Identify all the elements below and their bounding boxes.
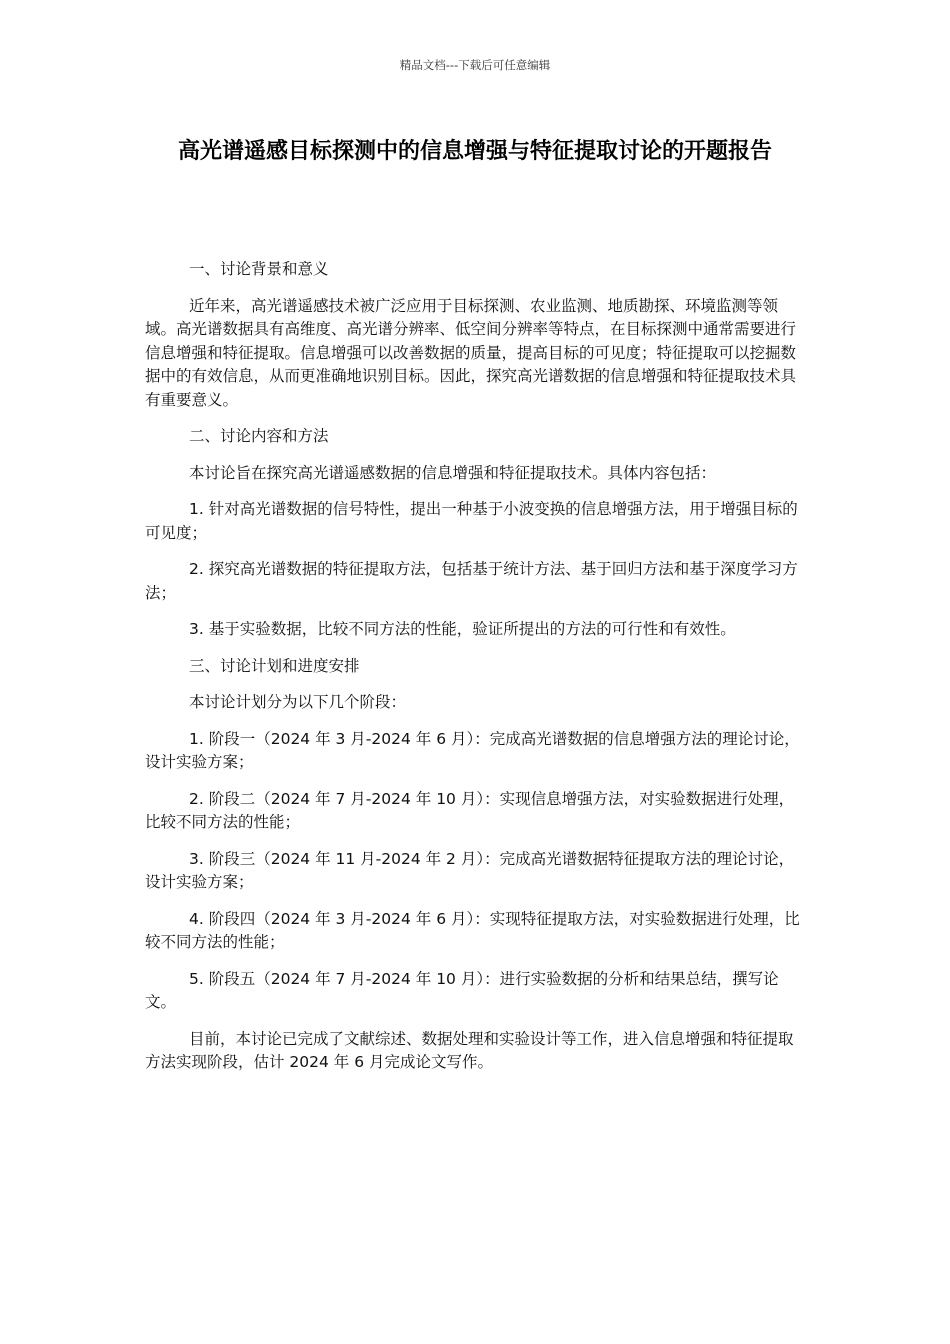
document-body [145,258,807,1088]
list-item-stage-2: 2. 阶段二（2024 年 7 月-2024 年 10 月）：实现信息增强方法，对实验数据进行处理，比较不同方法的性能； [145,789,795,831]
list-item-stage-4: 4. 阶段四（2024 年 3 月-2024 年 6 月）：实现特征提取方法，对实验数据进行处理，比较不同方法的性能； [145,909,800,951]
list-item-content-3: 3. 基于实验数据，比较不同方法的性能，验证所提出的方法的可行性和有效性。 [189,620,736,638]
paragraph-background: 近年来，高光谱遥感技术被广泛应用于目标探测、农业监测、地质勘探、环境监测等领域。高光谱数据具有高维度、高光谱分辨率、低空间分辨率等特点，在目标探测中通常需要进行信息增强和特征提取。信息增强可以改善数据的质量，提高目标的可见度；特征提取可以挖掘数据中的有效信息，从而更准确地识别目标。因此，探究高光谱数据的信息增强和特征提取技术具有重要意义。 [145,296,797,409]
list-item-content-2: 2. 探究高光谱数据的特征提取方法，包括基于统计方法、基于回归方法和基于深度学习方法； [145,560,798,602]
paragraph-current-status: 目前，本讨论已完成了文献综述、数据处理和实验设计等工作，进入信息增强和特征提取方法实现阶段，估计 2024 年 6 月完成论文写作。 [145,1029,794,1071]
section-heading-background: 一、讨论背景和意义 [189,260,329,278]
paragraph-plan-intro: 本讨论计划分为以下几个阶段： [189,693,407,711]
paragraph-content-intro: 本讨论旨在探究高光谱遥感数据的信息增强和特征提取技术。具体内容包括： [189,463,717,482]
section-heading-plan-schedule: 三、讨论计划和进度安排 [189,656,360,675]
list-item-stage-5: 5. 阶段五（2024 年 7 月-2024 年 10 月）：进行实验数据的分析和结果总结，撰写论文。 [145,969,779,1011]
list-item-stage-3: 3. 阶段三（2024 年 11 月-2024 年 2 月）：完成高光谱数据特征提取方法的理论讨论，设计实验方案； [145,849,795,891]
document-title: 高光谱遥感目标探测中的信息增强与特征提取讨论的开题报告 [177,139,772,164]
section-heading-content-methods: 二、讨论内容和方法 [189,427,329,445]
page-header: 精品文档---下载后可任意编辑 [399,58,551,72]
list-item-stage-1: 1. 阶段一（2024 年 3 月-2024 年 6 月）：完成高光谱数据的信息增强方法的理论讨论，设计实验方案； [145,729,800,771]
list-item-content-1: 1. 针对高光谱数据的信号特性，提出一种基于小波变换的信息增强方法，用于增强目标的可见度； [145,500,798,542]
